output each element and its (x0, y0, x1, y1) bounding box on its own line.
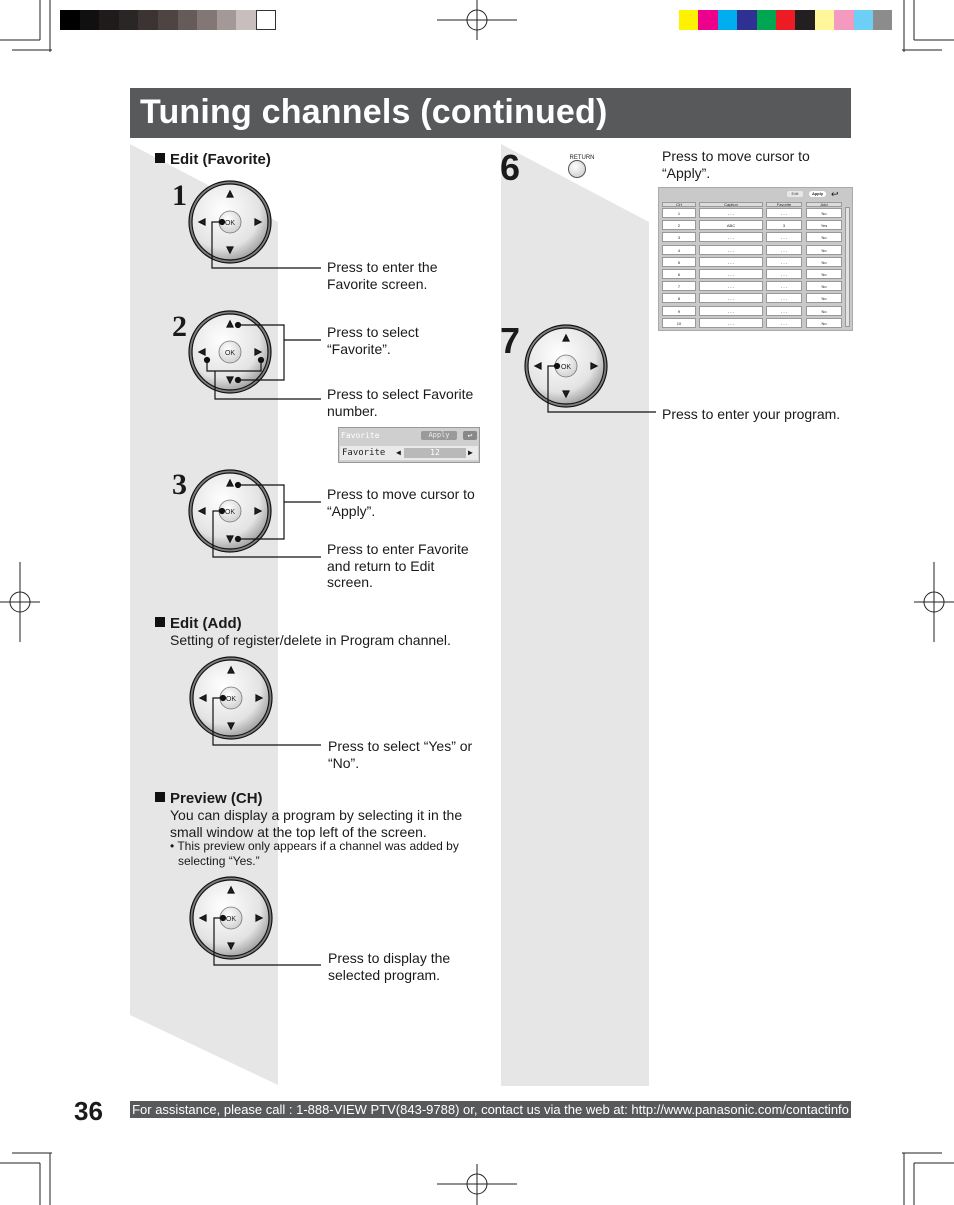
edit-screen-apply-button[interactable]: Apply (809, 191, 826, 197)
table-cell: 8 (662, 293, 696, 303)
table-header-cell: CH (662, 202, 696, 207)
table-cell: 6 (662, 269, 696, 279)
right-arrow-icon[interactable]: ▶ (468, 448, 473, 457)
ok-label-add: OK (225, 696, 237, 703)
table-cell: No (806, 318, 842, 328)
table-cell: No (806, 306, 842, 316)
callout-enter-program: Press to enter your program. (662, 406, 841, 422)
table-cell: - - - (766, 318, 802, 328)
ok-label-2: OK (224, 350, 236, 357)
table-cell: - - - (699, 318, 763, 328)
return-button-label: RETURN (569, 155, 595, 161)
table-cell: - - - (766, 232, 802, 242)
table-cell: - - - (699, 208, 763, 218)
table-header-cell: Caption (699, 202, 763, 207)
table-cell: - - - (766, 306, 802, 316)
callout-display-program: Press to display the selected program. (328, 950, 451, 983)
favorite-screen (338, 427, 480, 463)
section-heading-edit-favorite: Edit (Favorite) (155, 151, 271, 168)
table-cell: 1 (662, 208, 696, 218)
table-cell: - - - (766, 269, 802, 279)
callout-move-to-apply: Press to move cursor to “Apply”. (327, 486, 475, 519)
section-heading-edit-add: Edit (Add) (155, 615, 242, 632)
table-cell: - - - (699, 269, 763, 279)
table-cell: No (806, 269, 842, 279)
table-cell: No (806, 208, 842, 218)
table-cell: No (806, 245, 842, 255)
table-cell: - - - (766, 257, 802, 267)
table-cell: - - - (699, 245, 763, 255)
callout-select-yes-no: Press to select “Yes” or “No”. (328, 738, 473, 771)
table-cell: No (806, 257, 842, 267)
ok-label-1: OK (224, 220, 236, 227)
table-cell: No (806, 281, 842, 291)
table-cell: 2 (662, 220, 696, 230)
table-cell: 9 (662, 306, 696, 316)
table-cell: Yes (806, 220, 842, 230)
table-cell: - - - (699, 306, 763, 316)
table-header-cell: Add (806, 202, 842, 207)
table-cell: - - - (766, 245, 802, 255)
favorite-screen-title: Favorite (341, 431, 380, 440)
step-number-1: 1 (172, 179, 187, 212)
preview-note: • This preview only appears if a channel was added by selecting “Yes.” (170, 839, 459, 868)
table-cell: No (806, 293, 842, 303)
callout-select-favorite: Press to select “Favorite”. (327, 324, 419, 357)
step-number-3: 3 (172, 468, 187, 501)
favorite-apply-button[interactable]: Apply (421, 431, 457, 440)
table-cell: ABC (699, 220, 763, 230)
table-cell: - - - (699, 293, 763, 303)
table-cell: 10 (662, 318, 696, 328)
bullet-square-icon (155, 792, 165, 802)
preview-description: You can display a program by selecting it in the small window at the top left of the screen. (170, 807, 463, 840)
callout-6-move-to-apply: Press to move cursor to “Apply”. (662, 148, 810, 181)
ok-label-3: OK (224, 509, 236, 516)
callout-enter-favorite-return: Press to enter Favorite and return to Edit screen. (327, 541, 469, 590)
callout-enter-favorite: Press to enter the Favorite screen. (327, 259, 438, 292)
table-cell: 5 (662, 257, 696, 267)
ok-label-preview: OK (225, 916, 237, 923)
bullet-square-icon (155, 617, 165, 627)
page-title: Tuning channels (continued) (140, 93, 608, 131)
edit-screen-edit-label: Edit (787, 191, 803, 197)
ok-label-7: OK (560, 364, 572, 371)
table-cell: 7 (662, 281, 696, 291)
favorite-value: 12 (404, 448, 466, 458)
edit-screen-scrollbar[interactable] (845, 207, 850, 327)
page-number: 36 (74, 1096, 103, 1126)
favorite-field-row[interactable] (340, 446, 478, 460)
step-number-7: 7 (500, 320, 521, 361)
table-cell: - - - (699, 257, 763, 267)
table-header-cell: Favorite (766, 202, 802, 207)
table-cell: - - - (699, 281, 763, 291)
table-cell: - - - (766, 208, 802, 218)
table-cell: 3 (662, 232, 696, 242)
table-cell: - - - (699, 232, 763, 242)
table-cell: No (806, 232, 842, 242)
footer-assistance-text: For assistance, please call : 1-888-VIEW PTV(843-9788) or, contact us via the web at: http://www.panasonic.com/contactinfo (132, 1102, 849, 1117)
step-number-2: 2 (172, 310, 187, 343)
edit-add-description: Setting of register/delete in Program channel. (170, 632, 451, 648)
table-cell: - - - (766, 293, 802, 303)
left-arrow-icon[interactable]: ◀ (396, 448, 401, 457)
callout-select-favorite-number: Press to select Favorite number. (327, 386, 474, 419)
step-number-6: 6 (500, 147, 521, 188)
table-cell: - - - (766, 281, 802, 291)
table-cell: 4 (662, 245, 696, 255)
back-arrow-icon[interactable]: ↩ (831, 189, 839, 199)
table-cell: 3 (766, 220, 802, 230)
section-heading-preview: Preview (CH) (155, 790, 263, 807)
back-arrow-icon[interactable]: ↩ (463, 431, 477, 440)
edit-screen (658, 187, 853, 331)
favorite-field-label: Favorite (342, 448, 386, 458)
